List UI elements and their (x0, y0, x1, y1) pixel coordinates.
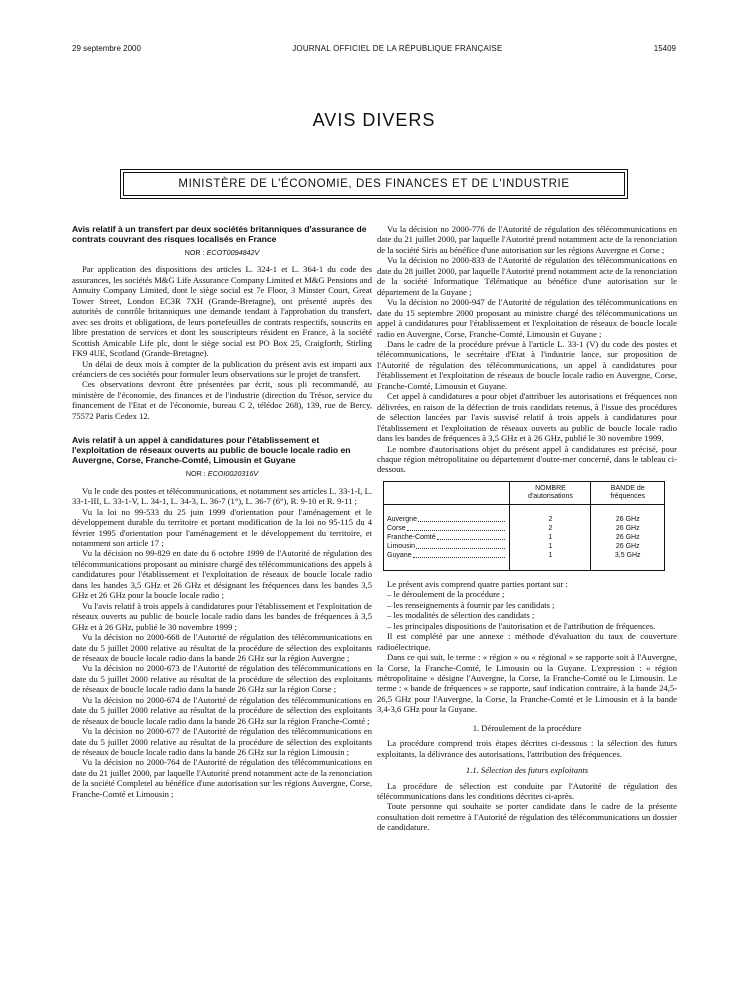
avis2-paragraph: Vu la décision no 2000-673 de l'Autorité de régulation des télécommunications en date du 5 juillet 2000 relative au résultat de la procédure de sélection des exploitants de réseaux de boucle locale radio dans la bande 26 GHz sur la région Corse ; (72, 663, 372, 695)
avis1-paragraph: Par application des dispositions des articles L. 324-1 et L. 364-1 du code des assurances, les sociétés M&G Life Assurance Company Limited et M&G Pensions and Annuity Company Limited, dont le siège social est 7e Floor, 3 Minster Court, Great Tower Street, London EC3R 7XH (Grande-Bretagne), ont présenté auprès des autorités de contrôle britanniques une demande tendant à l'approbation du transfert, avec ses droits et obligations, de leurs portefeuilles de contrats respectifs, souscrits en libre prestation de services et dont les souscripteurs résident en France, à la société Scottish Amicable Life plc, dont le siège social est PO Box 25, Craigforth, Stirling FK9 4UE, Scotland (Grande-Bretagne). (72, 264, 372, 359)
header-date: 29 septembre 2000 (72, 44, 141, 53)
parts-intro: Le présent avis comprend quatre parties portant sur : (387, 578, 568, 589)
avis2-paragraph: Vu la décision no 2000-668 de l'Autorité de régulation des télécommunications en date du 5 juillet 2000 relative au résultat de la procédure de sélection des exploitants de réseaux de boucle locale radio dans la bande 26 GHz sur la région Auvergne ; (72, 632, 372, 663)
left-column (72, 224, 372, 799)
avis2-paragraph: Vu la décision no 2000-776 de l'Autorité de régulation des télécommunications en date du 21 juillet 2000, par laquelle l'Autorité prend notamment acte de la renonciation de la société Siris au bénéfice d'une autorisation sur les régions Auvergne et Corse ; (377, 224, 677, 255)
avis1-nor: NOR : ECOT0094842V (184, 248, 260, 257)
avis2-paragraph: Vu la loi no 99-533 du 25 juin 1999 d'orientation pour l'aménagement et le développement durable du territoire et portant modification de la loi no 95-115 du 4 février 1995 d'orientation pour l'aménagement et le développement du territoire, et notamment son article 17 ; (72, 506, 372, 548)
avis1-title: Avis relatif à un transfert par deux sociétés britanniques d'assurance de contrats couvrant des risques localisés en France (72, 224, 367, 244)
table-row: Limousin 1 26 GHz (384, 542, 665, 551)
list-item: – le déroulement de la procédure ; (387, 589, 505, 600)
avis2-paragraph: Toute personne qui souhaite se porter candidate dans le cadre de la présente consultation doit remettre à l'Autorité de régulation des télécommunications un dossier de candidature. (377, 801, 677, 833)
table-row: Corse 2 26 GHz (384, 524, 665, 533)
right-column (377, 224, 677, 833)
avis2-paragraph: Vu le code des postes et télécommunications, et notamment ses articles L. 33-1-I, L. 33-1-III, L. 33-1-V, L. 34-1, L. 34-3, L. 36-7 (1°), L. 36-7 (6°), R. 9-10 et R. 9-11 ; (72, 485, 372, 507)
list-item: – les principales dispositions de l'autorisation et de l'attribution de fréquences. (387, 620, 656, 631)
table-header-band: BANDE de fréquences (591, 481, 665, 504)
avis2-paragraph: Vu l'avis relatif à trois appels à candidatures pour l'établissement et l'exploitation de réseaux ouverts au public de boucle locale radio dans les bandes de fréquences à 3,5 GHz et à 26 GHz, publié le 30 novembre 1999 ; (72, 600, 372, 632)
avis2-paragraph: Dans le cadre de la procédure prévue à l'article L. 33-1 (V) du code des postes et télécommunications, le secrétaire d'Etat à l'industrie lance, sur proposition de l'Autorité de régulation des télécommunications, un appel à candidatures pour l'établissement et l'exploitation de réseaux de boucle locale radio en Auvergne, Corse, Franche-Comté, Limousin et Guyane. (377, 338, 677, 391)
ministry-banner: MINISTÈRE DE L'ÉCONOMIE, DES FINANCES ET DE L'INDUSTRIE (123, 172, 625, 196)
table-row: Guyane 1 3,5 GHz (384, 551, 665, 560)
avis1-paragraph: Un délai de deux mois à compter de la publication du présent avis est imparti aux créanciers de ces sociétés pour formuler leurs observations sur le projet de transfert. (72, 358, 372, 379)
avis2-paragraph: Dans ce qui suit, le terme : « région » ou « régional » se rapporte soit à l'Auvergne, la Corse, la Franche-Comté, le Limousin ou la Guyane. L'expression : « région métropolitaine » désigne l'Auvergne, la Corse, la Franche-Comté ou le Limousin. Le terme : « bande de fréquences » se rapporte, sauf indication contraire, à la bande 24,5-26,5 GHz pour l'Auvergne, la Corse, la Franche-Comté et le Limousin et à la bande 3,4-3,6 GHz pour la Guyane. (377, 652, 677, 715)
avis2-paragraph: La procédure de sélection est conduite par l'Autorité de régulation des télécommunications dans les conditions décrites ci-après. (377, 780, 677, 802)
table-row: Auvergne 2 26 GHz (384, 515, 665, 524)
avis2-paragraph: Cet appel à candidatures a pour objet d'attribuer les autorisations et fréquences non délivrées, en raison de la défection de trois candidats retenus, à l'issue des procédures de sélection lancées par l'avis susvisé relatif à trois appels à candidatures pour l'établissement et l'exploitation de réseaux ouverts au public de boucle locale radio dans les bandes de fréquences à 3,5 GHz et à 26 GHz, publié le 30 novembre 1999. (377, 391, 677, 444)
header-page-number: 15409 (653, 44, 676, 53)
avis2-paragraph: Vu la décision no 2000-674 de l'Autorité de régulation des télécommunications en date du 5 juillet 2000 relative au résultat de la procédure de sélection des exploitants de réseaux de boucle locale radio dans la bande 26 GHz sur la région Franche-Comté ; (72, 694, 372, 726)
avis2-paragraph: La procédure comprend trois étapes décrites ci-dessous : la sélection des futurs exploitants, la délivrance des autorisations, l'attribution des fréquences. (377, 738, 677, 759)
page-header (72, 44, 676, 53)
table-row: Franche-Comté 1 26 GHz (384, 533, 665, 542)
authorizations-table (383, 481, 665, 571)
avis2-paragraph: Il est complété par une annexe : méthode d'évaluation du taux de couverture radioélectrique. (377, 631, 677, 652)
list-item: – les renseignements à fournir par les candidats ; (387, 599, 555, 610)
avis2-nor: NOR : ECOI0020316V (185, 469, 259, 479)
avis2-paragraph: Vu la décision no 2000-833 de l'Autorité de régulation des télécommunications en date du 28 juillet 2000, par laquelle l'Autorité prend notamment acte de la renonciation de la société Informatique Télématique au bénéfice d'une autorisation sur le département de la Guyane ; (377, 255, 677, 297)
avis2-paragraph: Le nombre d'autorisations objet du présent appel à candidatures est précisé, pour chaque région métropolitaine ou département d'outre-mer concerné, dans le tableau ci-dessous. (377, 443, 677, 475)
table-header-count: NOMBRE d'autorisations (510, 481, 591, 504)
avis2-paragraph: Vu la décision no 99-829 en date du 6 octobre 1999 de l'Autorité de régulation des télécommunications proposant au ministre chargé des télécommunications des appels à candidatures pour l'établissement et l'exploitation de réseaux de boucle locale radio dans les bandes 3,5 GHz et 26 GHz et désignant les fréquences dans les bandes 3,5 GHz et 26 GHz pour la boucle locale radio ; (72, 548, 372, 601)
table-header-region (384, 481, 510, 504)
list-item: – les modalités de sélection des candidats ; (387, 610, 535, 621)
section-title: AVIS DIVERS (312, 110, 436, 130)
parts-list (377, 589, 677, 631)
avis2-paragraph: Vu la décision no 2000-764 de l'Autorité de régulation des télécommunications en date du 21 juillet 2000, par laquelle l'Autorité prend notamment acte de la renonciation de la société Completel au bénéfice d'une autorisation sur les régions Auvergne, Corse, Franche-Comté et Limousin ; (72, 757, 372, 799)
avis2-paragraph: Vu la décision no 2000-947 de l'Autorité de régulation des télécommunications en date du 15 septembre 2000 proposant au ministre chargé des télécommunications un appel à candidatures pour l'établissement et l'exploitation de réseaux de boucle locale radio en Auvergne, Corse, Franche-Comté, Limousin et Guyane ; (377, 297, 677, 339)
avis2-title: Avis relatif à un appel à candidatures pour l'établissement et l'exploitation de réseaux ouverts au public de boucle locale radio en Auvergne, Corse, Franche-Comté, Limousin et Guyane (72, 435, 351, 466)
header-journal-title: JOURNAL OFFICIEL DE LA RÉPUBLIQUE FRANÇAISE (292, 44, 503, 53)
section-1-heading: 1. Déroulement de la procédure (472, 722, 582, 733)
avis1-paragraph: Ces observations devront être présentées par écrit, sous pli recommandé, au ministère de l'économie, des finances et de l'industrie (direction du Trésor, service du financement de l'Etat et de l'économie, bureau C 2, télédoc 268), 139, rue de Bercy, 75572 Paris Cedex 12. (72, 379, 372, 421)
section-1-1-heading: 1.1. Sélection des futurs exploitants (465, 765, 589, 776)
avis2-paragraph: Vu la décision no 2000-677 de l'Autorité de régulation des télécommunications en date du 5 juillet 2000 relative au résultat de la procédure de sélection des exploitants de réseaux de boucle locale radio dans la bande 26 GHz sur la région Limousin ; (72, 726, 372, 758)
